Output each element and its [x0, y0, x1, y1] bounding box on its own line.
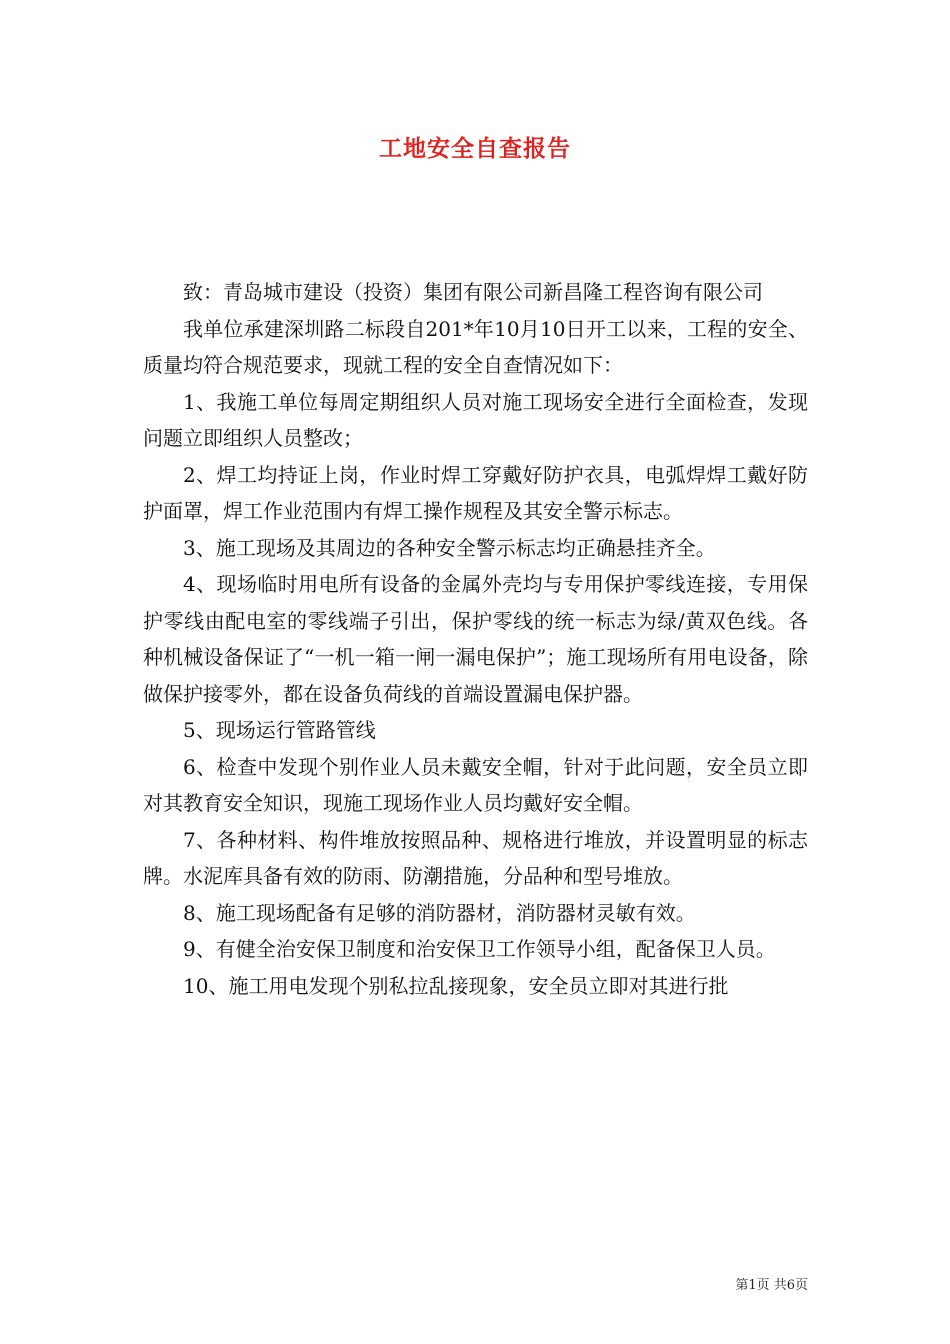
item-paragraph-8: 8、施工现场配备有足够的消防器材，消防器材灵敏有效。 [183, 900, 696, 925]
item-paragraph-10: 10、施工用电发现个别私拉乱接现象，安全员立即对其进行批 [183, 973, 729, 998]
item-paragraph-5: 5、现场运行管路管线 [183, 718, 376, 742]
item-paragraph-7: 7、各种材料、构件堆放按照品种、规格进行堆放，并设置明显的标志牌。水泥库具备有效的防雨、防潮措施，分品种和型号堆放。 [143, 827, 808, 888]
page-title: 工地安全自查报告 [379, 135, 571, 162]
addressee-paragraph: 致：青岛城市建设（投资）集团有限公司新昌隆工程咨询有限公司 [183, 280, 763, 304]
page-number-footer: 第1页 共6页 [735, 1278, 808, 1293]
document-body [143, 274, 808, 1004]
item-paragraph-6: 6、检查中发现个别作业人员未戴安全帽，针对于此问题，安全员立即对其教育安全知识，现施工现场作业人员均戴好安全帽。 [143, 754, 808, 815]
item-paragraph-1: 1、我施工单位每周定期组织人员对施工现场安全进行全面检查，发现问题立即组织人员整改； [143, 389, 808, 450]
item-paragraph-2: 2、焊工均持证上岗，作业时焊工穿戴好防护衣具，电弧焊焊工戴好防护面罩，焊工作业范围内有焊工操作规程及其安全警示标志。 [143, 462, 808, 523]
item-paragraph-4: 4、现场临时用电所有设备的金属外壳均与专用保护零线连接，专用保护零线由配电室的零线端子引出，保护零线的统一标志为绿/黄双色线。各种机械设备保证了“一机一箱一闸一漏电保护”；施工现场所有用电设备，除做保护接零外，都在设备负荷线的首端设置漏电保护器。 [143, 572, 808, 706]
intro-paragraph: 我单位承建深圳路二标段自201*年10月10日开工以来，工程的安全、质量均符合规范要求，现就工程的安全自查情况如下： [143, 316, 808, 377]
item-paragraph-9: 9、有健全治安保卫制度和治安保卫工作领导小组，配备保卫人员。 [183, 937, 776, 961]
item-paragraph-3: 3、施工现场及其周边的各种安全警示标志均正确悬挂齐全。 [183, 535, 716, 560]
